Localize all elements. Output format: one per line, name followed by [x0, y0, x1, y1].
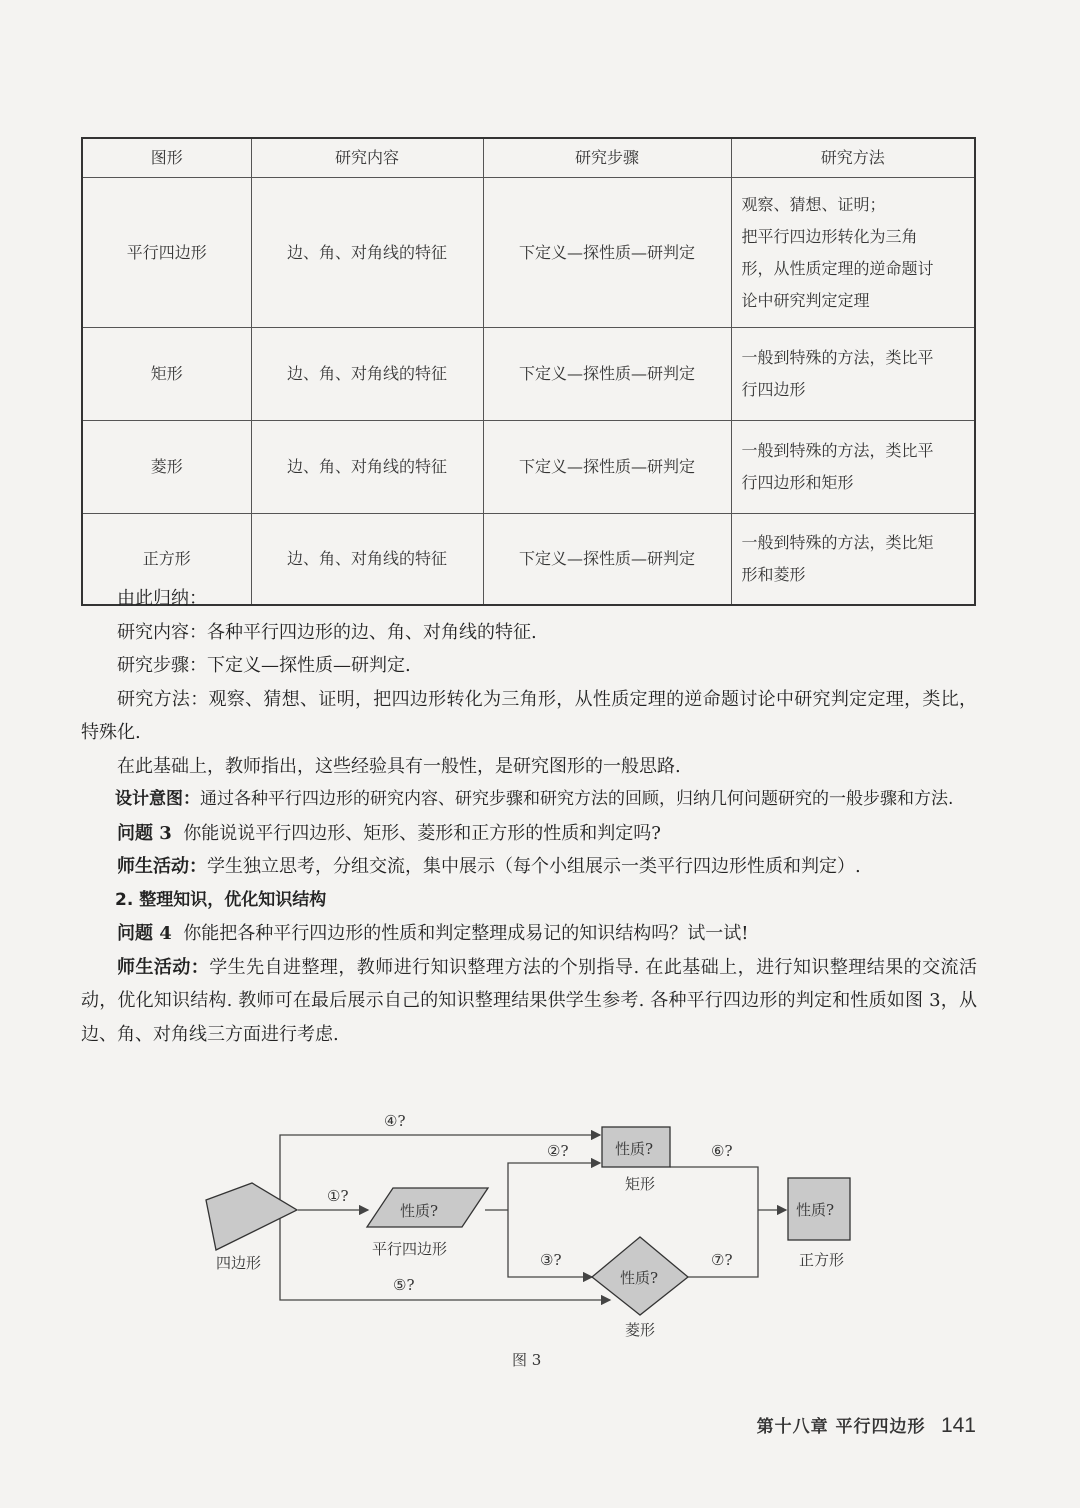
method-cell	[731, 328, 975, 421]
table-header-row	[82, 138, 975, 178]
question-4-label: 问题 4	[117, 923, 172, 944]
arrow-1-label: ①?	[327, 1187, 349, 1205]
quadrilateral-shape	[206, 1183, 297, 1250]
column-header: 研究内容	[251, 138, 483, 178]
method-line: 论中研究判定定理	[741, 290, 870, 310]
arrow-2-line	[508, 1163, 600, 1210]
content-cell: 边、角、对角线的特征	[251, 421, 483, 514]
arrow-2-label: ②?	[547, 1142, 569, 1160]
question-4-text: 你能把各种平行四边形的性质和判定整理成易记的知识结构吗？试一试!	[183, 923, 749, 944]
steps-cell: 下定义—探性质—研判定	[483, 514, 731, 606]
activity-1-label: 师生活动：	[117, 856, 207, 877]
steps-cell: 下定义—探性质—研判定	[483, 178, 731, 328]
column-header: 研究步骤	[483, 138, 731, 178]
activity-2-text: 学生先自进整理，教师进行知识整理方法的个别指导. 在此基础上，进行知识整理结果的交流活动，优化知识结构. 教师可在最后展示自己的知识整理结果供学生参考. 各种平行四边形的判定和性质如图 3，从边、角、对角线三方面进行考虑.	[81, 956, 977, 1045]
section-heading: 2. 整理知识，优化知识结构	[115, 889, 327, 910]
rhombus-property: 性质?	[620, 1269, 659, 1287]
arrow-4-label: ④?	[384, 1112, 406, 1130]
steps-cell: 下定义—探性质—研判定	[483, 328, 731, 421]
activity-1-text: 学生独立思考，分组交流，集中展示（每个小组展示一类平行四边形性质和判定）.	[207, 856, 861, 877]
method-line: 一般到特殊的方法，类比平	[741, 441, 934, 460]
content-cell: 边、角、对角线的特征	[251, 178, 483, 328]
shape-cell: 菱形	[82, 421, 251, 514]
rectangle-property: 性质?	[615, 1140, 654, 1158]
question-4	[81, 917, 977, 951]
method-cell	[731, 178, 975, 328]
arrow-5-label: ⑤?	[393, 1276, 415, 1294]
shape-fill-group	[206, 1127, 850, 1315]
square-property: 性质?	[796, 1201, 835, 1219]
design-intent	[81, 783, 977, 817]
summary-intro: 由此归纳：	[117, 588, 207, 609]
method-line: 一般到特殊的方法，类比平	[741, 348, 934, 367]
method-line: 行四边形	[741, 380, 806, 399]
arrow-3-label: ③?	[540, 1251, 562, 1269]
activity-2	[81, 951, 977, 1052]
shape-cell: 正方形	[82, 514, 251, 606]
question-3-text: 你能说说平行四边形、矩形、菱形和正方形的性质和判定吗?	[183, 822, 661, 844]
activity-1	[81, 850, 977, 884]
rectangle-label: 矩形	[625, 1175, 656, 1193]
research-summary-table	[81, 137, 976, 606]
summary-steps: 研究步骤：下定义—探性质—研判定.	[117, 655, 411, 676]
chapter-title: 第十八章 平行四边形	[756, 1417, 926, 1437]
shape-cell: 平行四边形	[82, 178, 251, 328]
parallelogram-label: 平行四边形	[372, 1240, 448, 1258]
design-label: 设计意图：	[115, 789, 200, 809]
shape-cell: 矩形	[82, 328, 251, 421]
arrow-7-label: ⑦?	[711, 1251, 733, 1269]
table-row	[82, 178, 975, 328]
summary-method: 研究方法：观察、猜想、证明，把四边形转化为三角形，从性质定理的逆命题讨论中研究判定定理，类比，特殊化.	[81, 688, 977, 743]
rhombus-label: 菱形	[625, 1321, 656, 1339]
method-line: 把平行四边形转化为三角	[741, 226, 918, 246]
column-header: 研究方法	[731, 138, 975, 178]
column-header: 图形	[82, 138, 251, 178]
square-label: 正方形	[799, 1251, 845, 1269]
method-line: 行四边形和矩形	[741, 473, 854, 492]
figure-3-diagram	[190, 1105, 870, 1345]
quadrilateral-label: 四边形	[216, 1254, 262, 1272]
method-line: 形，从性质定理的逆命题讨	[741, 258, 934, 278]
flow-diagram-svg	[190, 1105, 870, 1345]
method-cell	[731, 421, 975, 514]
arrow-6-label: ⑥?	[711, 1142, 733, 1160]
page-footer	[757, 1412, 976, 1438]
table-row	[82, 328, 975, 421]
method-line: 一般到特殊的方法，类比矩	[741, 533, 934, 552]
method-line: 形和菱形	[741, 565, 806, 584]
activity-2-label: 师生活动：	[117, 956, 210, 978]
teacher-point: 在此基础上，教师指出，这些经验具有一般性，是研究图形的一般思路.	[117, 755, 681, 777]
figure-caption: 图 3	[512, 1351, 542, 1369]
table-row	[82, 421, 975, 514]
steps-cell: 下定义—探性质—研判定	[483, 421, 731, 514]
question-3	[81, 817, 977, 851]
content-cell: 边、角、对角线的特征	[251, 514, 483, 606]
summary-content: 研究内容：各种平行四边形的边、角、对角线的特征.	[117, 621, 537, 643]
arrow-6-line	[670, 1167, 758, 1210]
parallelogram-property: 性质?	[400, 1202, 439, 1220]
body-text	[81, 582, 977, 1051]
design-text: 通过各种平行四边形的研究内容、研究步骤和研究方法的回顾，归纳几何问题研究的一般步骤和方法.	[200, 789, 954, 809]
method-line: 观察、猜想、证明；	[741, 194, 886, 214]
question-3-label: 问题 3	[117, 822, 172, 844]
page-number: 141	[940, 1414, 976, 1437]
content-cell: 边、角、对角线的特征	[251, 328, 483, 421]
